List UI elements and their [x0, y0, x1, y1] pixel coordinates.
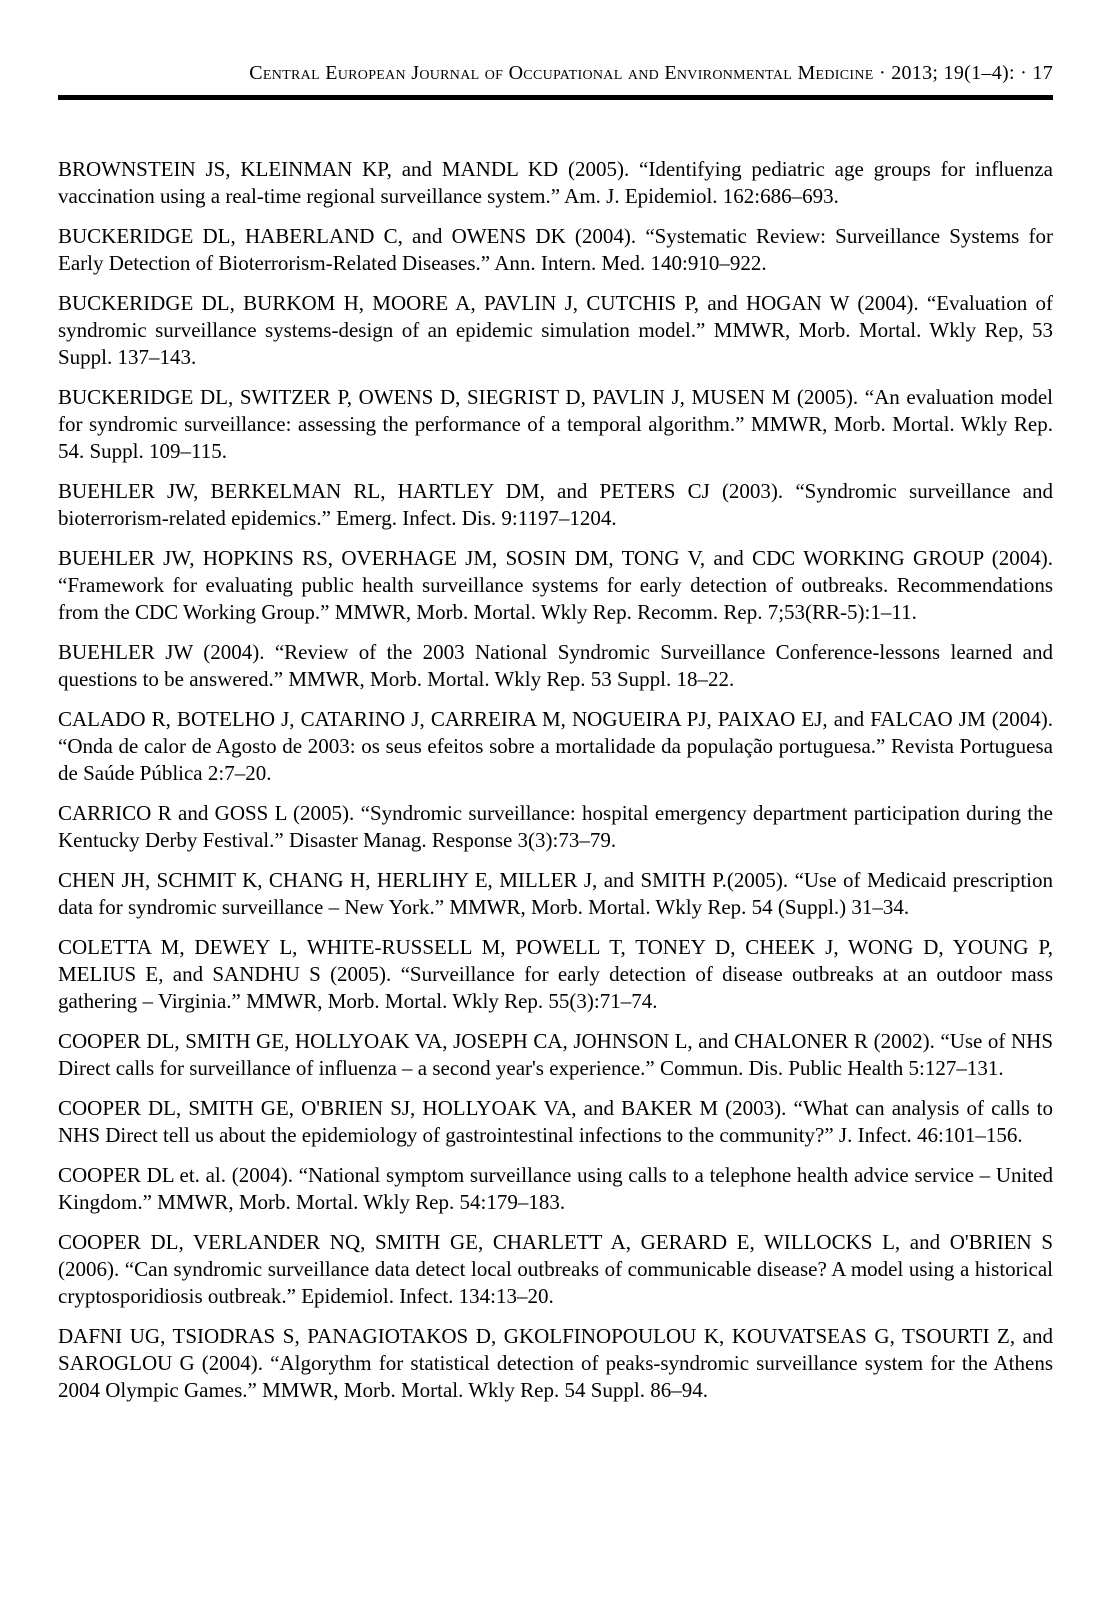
- reference-entry: DAFNI UG, TSIODRAS S, PANAGIOTAKOS D, GKOLFINOPOULOU K, KOUVATSEAS G, TSOURTI Z, and SAROGLOU G (2004). “Algorythm for statistical detection of peaks-syndromic surveillance system for the Athens 2004 Olympic Games.” MMWR, Morb. Mortal. Wkly Rep. 54 Suppl. 86–94.: [58, 1324, 1053, 1402]
- reference-entry: BUEHLER JW, BERKELMAN RL, HARTLEY DM, and PETERS CJ (2003). “Syndromic surveillance and bioterrorism-related epidemics.” Emerg. Infect. Dis. 9:1197–1204.: [58, 479, 1053, 530]
- reference-entry: CHEN JH, SCHMIT K, CHANG H, HERLIHY E, MILLER J, and SMITH P.(2005). “Use of Medicaid prescription data for syndromic surveillance – New York.” MMWR, Morb. Mortal. Wkly Rep. 54 (Suppl.) 31–34.: [58, 868, 1053, 919]
- reference-entry: BUEHLER JW, HOPKINS RS, OVERHAGE JM, SOSIN DM, TONG V, and CDC WORKING GROUP (2004). “Framework for evaluating public health surveillance systems for early detection of outbreaks. Recommendations from the CDC Working Group.” MMWR, Morb. Mortal. Wkly Rep. Recomm. Rep. 7;53(RR-5):1–11.: [58, 546, 1053, 624]
- reference-entry: COOPER DL, SMITH GE, HOLLYOAK VA, JOSEPH CA, JOHNSON L, and CHALONER R (2002). “Use of NHS Direct calls for surveillance of influenza – a second year's experience.” Commun. Dis. Public Health 5:127–131.: [58, 1029, 1053, 1080]
- reference-entry: BUCKERIDGE DL, SWITZER P, OWENS D, SIEGRIST D, PAVLIN J, MUSEN M (2005). “An evaluation model for syndromic surveillance: assessing the performance of a temporal algorithm.” MMWR, Morb. Mortal. Wkly Rep. 54. Suppl. 109–115.: [58, 385, 1053, 463]
- reference-entry: BROWNSTEIN JS, KLEINMAN KP, and MANDL KD (2005). “Identifying pediatric age groups for influenza vaccination using a real-time regional surveillance system.” Am. J. Epidemiol. 162:686–693.: [58, 157, 1053, 208]
- issue-info: · 2013; 19(1–4): · 17: [878, 62, 1053, 84]
- reference-entry: BUEHLER JW (2004). “Review of the 2003 National Syndromic Surveillance Conference-lessons learned and questions to be answered.” MMWR, Morb. Mortal. Wkly Rep. 53 Suppl. 18–22.: [58, 640, 1053, 691]
- journal-title: Central European Journal of Occupational and Environmental Medicine: [249, 62, 874, 84]
- reference-entry: COOPER DL et. al. (2004). “National symptom surveillance using calls to a telephone health advice service – United Kingdom.” MMWR, Morb. Mortal. Wkly Rep. 54:179–183.: [58, 1163, 1053, 1214]
- reference-entry: CARRICO R and GOSS L (2005). “Syndromic surveillance: hospital emergency department participation during the Kentucky Derby Festival.” Disaster Manag. Response 3(3):73–79.: [58, 801, 1053, 852]
- reference-entry: COLETTA M, DEWEY L, WHITE-RUSSELL M, POWELL T, TONEY D, CHEEK J, WONG D, YOUNG P, MELIUS E, and SANDHU S (2005). “Surveillance for early detection of disease outbreaks at an outdoor mass gathering – Virginia.” MMWR, Morb. Mortal. Wkly Rep. 55(3):71–74.: [58, 935, 1053, 1013]
- reference-entry: BUCKERIDGE DL, HABERLAND C, and OWENS DK (2004). “Systematic Review: Surveillance Systems for Early Detection of Bioterrorism-Related Diseases.” Ann. Intern. Med. 140:910–922.: [58, 224, 1053, 275]
- reference-entry: COOPER DL, VERLANDER NQ, SMITH GE, CHARLETT A, GERARD E, WILLOCKS L, and O'BRIEN S (2006). “Can syndromic surveillance data detect local outbreaks of communicable disease? A model using a historical cryptosporidiosis outbreak.” Epidemiol. Infect. 134:13–20.: [58, 1230, 1053, 1308]
- reference-entry: COOPER DL, SMITH GE, O'BRIEN SJ, HOLLYOAK VA, and BAKER M (2003). “What can analysis of calls to NHS Direct tell us about the epidemiology of gastrointestinal infections to the community?” J. Infect. 46:101–156.: [58, 1096, 1053, 1147]
- reference-entry: BUCKERIDGE DL, BURKOM H, MOORE A, PAVLIN J, CUTCHIS P, and HOGAN W (2004). “Evaluation of syndromic surveillance systems-design of an epidemic simulation model.” MMWR, Morb. Mortal. Wkly Rep, 53 Suppl. 137–143.: [58, 291, 1053, 369]
- header-divider-rule: [58, 95, 1053, 100]
- reference-entry: CALADO R, BOTELHO J, CATARINO J, CARREIRA M, NOGUEIRA PJ, PAIXAO EJ, and FALCAO JM (2004). “Onda de calor de Agosto de 2003: os seus efeitos sobre a mortalidade da população portuguesa.” Revista Portuguesa de Saúde Pública 2:7–20.: [58, 707, 1053, 785]
- reference-list: [58, 156, 1053, 1404]
- running-head: [0, 0, 1110, 86]
